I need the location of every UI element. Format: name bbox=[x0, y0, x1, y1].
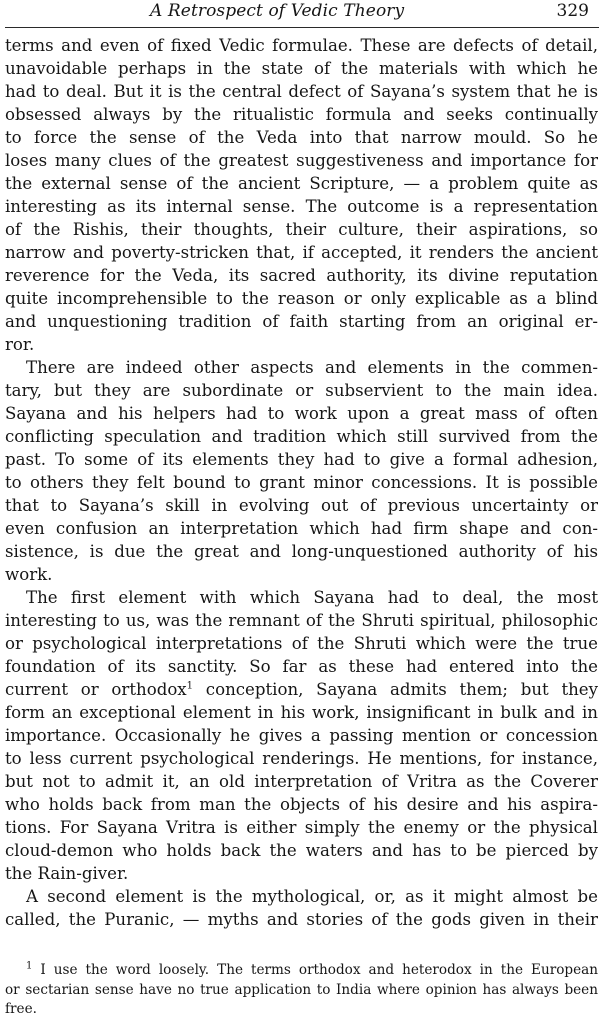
text-line: The first element with which Sayana had to deal, the most bbox=[26, 588, 598, 607]
text-line: Sayana and his helpers had to work upon a great mass of often bbox=[5, 404, 598, 423]
text-line: unavoidable perhaps in the state of the materials with which he bbox=[5, 59, 598, 78]
footnote-line: free. bbox=[5, 1001, 37, 1017]
text-line: to force the sense of the Veda into that narrow mould. So he bbox=[5, 128, 598, 147]
text-segment: current or orthodox bbox=[5, 680, 187, 699]
text-line: to less current psychological renderings. He mentions, for instance, bbox=[5, 749, 598, 768]
text-line: terms and even of fixed Vedic formulae. These are defects of detail, bbox=[5, 36, 598, 55]
text-line: tions. For Sayana Vritra is either simply the enemy or the physical bbox=[5, 818, 598, 837]
text-line: had to deal. But it is the central defect of Sayana’s system that he is bbox=[5, 82, 598, 101]
header-rule bbox=[5, 27, 599, 28]
text-line: even confusion an interpretation which had firm shape and con- bbox=[5, 519, 598, 538]
footnote bbox=[5, 961, 598, 1020]
running-title: A Retrospect of Vedic Theory bbox=[150, 1, 405, 21]
text-line: sistence, is due the great and long-unquestioned authority of his bbox=[5, 542, 598, 561]
text-line: narrow and poverty-stricken that, if accepted, it renders the ancient bbox=[5, 243, 598, 262]
text-line: There are indeed other aspects and elements in the commen- bbox=[26, 358, 598, 377]
text-line: past. To some of its elements they had to give a formal adhesion, bbox=[5, 450, 598, 469]
text-line: of the Rishis, their thoughts, their culture, their aspirations, so bbox=[5, 220, 598, 239]
footnote-marker: 1 bbox=[26, 961, 33, 972]
text-line: quite incomprehensible to the reason or only explicable as a blind bbox=[5, 289, 598, 308]
text-line: the Rain-giver. bbox=[5, 864, 129, 883]
text-line: reverence for the Veda, its sacred authority, its divine reputation bbox=[5, 266, 598, 285]
page-header bbox=[0, 0, 600, 28]
footnote-line bbox=[5, 961, 598, 981]
text-line: that to Sayana’s skill in evolving out of previous uncertainty or bbox=[5, 496, 598, 515]
text-line: called, the Puranic, — myths and stories of the gods given in their bbox=[5, 910, 598, 929]
text-line: conflicting speculation and tradition which still survived from the bbox=[5, 427, 598, 446]
text-line: loses many clues of the greatest suggestiveness and importance for bbox=[5, 151, 598, 170]
footnote-reference: 1 bbox=[186, 680, 194, 692]
text-line: form an exceptional element in his work, insignificant in bulk and in bbox=[5, 703, 598, 722]
text-line: work. bbox=[5, 565, 53, 584]
text-segment: conception, Sayana admits them; but they bbox=[193, 680, 598, 699]
text-line: cloud-demon who holds back the waters and has to be pierced by bbox=[5, 841, 598, 860]
text-line: or psychological interpretations of the Shruti which were the true bbox=[5, 634, 598, 653]
text-line: foundation of its sanctity. So far as these had entered into the bbox=[5, 657, 598, 676]
text-line: importance. Occasionally he gives a passing mention or concession bbox=[5, 726, 598, 745]
text-line: ror. bbox=[5, 335, 35, 354]
text-line: interesting as its internal sense. The outcome is a representation bbox=[5, 197, 598, 216]
footnote-text: I use the word loosely. The terms orthodox and heterodox in the European bbox=[32, 962, 598, 978]
text-line: who holds back from man the objects of his desire and his aspira- bbox=[5, 795, 598, 814]
text-line: but not to admit it, an old interpretation of Vritra as the Coverer bbox=[5, 772, 598, 791]
text-line: tary, but they are subordinate or subservient to the main idea. bbox=[5, 381, 598, 400]
text-line: interesting to us, was the remnant of the Shruti spiritual, philosophic bbox=[5, 611, 598, 630]
text-line: A second element is the mythological, or, as it might almost be bbox=[26, 887, 598, 906]
page-number: 329 bbox=[556, 1, 589, 21]
text-line: and unquestioning tradition of faith starting from an original er- bbox=[5, 312, 598, 331]
footnote-line: or sectarian sense have no true application to India where opinion has always been bbox=[5, 981, 598, 998]
text-line: obsessed always by the ritualistic formula and seeks continually bbox=[5, 105, 598, 124]
body-text bbox=[5, 34, 598, 931]
text-line: the external sense of the ancient Scripture, — a problem quite as bbox=[5, 174, 598, 193]
text-line-with-footnote bbox=[5, 678, 598, 701]
text-line: to others they felt bound to grant minor concessions. It is possible bbox=[5, 473, 598, 492]
